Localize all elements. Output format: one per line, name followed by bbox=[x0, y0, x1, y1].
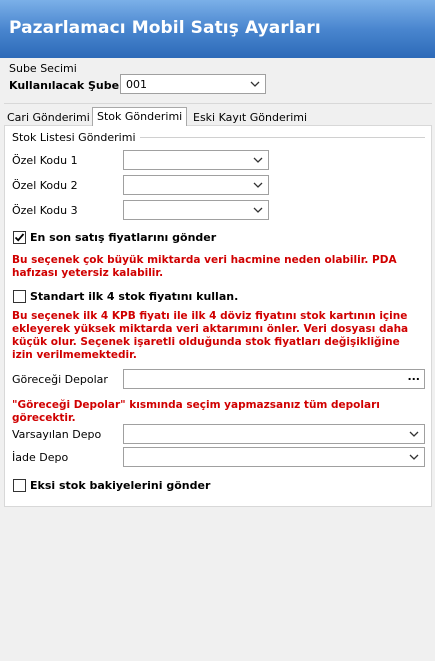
gorecegi-depolar-field[interactable] bbox=[123, 369, 425, 389]
varsayilan-depo-select[interactable] bbox=[123, 424, 425, 444]
tab-stok-gonderimi[interactable]: Stok Gönderimi bbox=[92, 107, 187, 126]
title-bar bbox=[0, 0, 435, 58]
divider bbox=[4, 103, 432, 104]
ozel-kodu-2-label: Özel Kodu 2 bbox=[12, 179, 78, 192]
window-title: Pazarlamacı Mobil Satış Ayarları bbox=[9, 18, 321, 38]
tab-eski-kayit-gonderimi[interactable]: Eski Kayıt Gönderimi bbox=[193, 111, 308, 124]
iade-depo-select[interactable] bbox=[123, 447, 425, 467]
checkmark-icon bbox=[14, 232, 25, 243]
kullanilacak-sube-value: 001 bbox=[126, 78, 147, 91]
kullanilacak-sube-select[interactable] bbox=[120, 74, 266, 94]
ozel-kodu-2-select[interactable] bbox=[123, 175, 269, 195]
warning-depolar: "Göreceği Depolar" kısmında seçim yapmazsanız tüm depoları görecektir. bbox=[12, 399, 380, 424]
chevron-down-icon bbox=[407, 450, 421, 464]
eksi-stok-checkbox[interactable] bbox=[13, 479, 26, 492]
chevron-down-icon bbox=[251, 153, 265, 167]
chevron-down-icon bbox=[251, 178, 265, 192]
en-son-fiyat-label[interactable]: En son satış fiyatlarını gönder bbox=[30, 231, 217, 244]
ozel-kodu-1-select[interactable] bbox=[123, 150, 269, 170]
en-son-fiyat-checkbox[interactable] bbox=[13, 231, 26, 244]
varsayilan-depo-label: Varsayılan Depo bbox=[12, 428, 102, 441]
gorecegi-depolar-label: Göreceği Depolar bbox=[12, 373, 108, 386]
sube-group-label: Sube Secimi bbox=[9, 62, 77, 75]
ozel-kodu-3-select[interactable] bbox=[123, 200, 269, 220]
iade-depo-label: İade Depo bbox=[12, 451, 69, 464]
chevron-down-icon bbox=[407, 427, 421, 441]
chevron-down-icon bbox=[251, 203, 265, 217]
stok-group-label: Stok Listesi Gönderimi bbox=[12, 131, 136, 144]
browse-button[interactable]: ... bbox=[407, 370, 420, 383]
ozel-kodu-3-label: Özel Kodu 3 bbox=[12, 204, 78, 217]
ozel-kodu-1-label: Özel Kodu 1 bbox=[12, 154, 78, 167]
standart-4-fiyat-label[interactable]: Standart ilk 4 stok fiyatını kullan. bbox=[30, 290, 239, 303]
eksi-stok-label[interactable]: Eksi stok bakiyelerini gönder bbox=[30, 479, 211, 492]
standart-4-fiyat-checkbox[interactable] bbox=[13, 290, 26, 303]
warning-pda-memory: Bu seçenek çok büyük miktarda veri hacmine neden olabilir. PDA hafızası yetersiz kalabilir. bbox=[12, 254, 397, 279]
tab-cari-gonderimi[interactable]: Cari Gönderimi bbox=[7, 111, 90, 124]
kullanilacak-sube-label: Kullanılacak Şube bbox=[9, 79, 120, 92]
chevron-down-icon bbox=[248, 77, 262, 91]
warning-kpb-fiyat: Bu seçenek ilk 4 KPB fiyatı ile ilk 4 döviz fiyatını stok kartının içine ekleyerek yüksek miktarda veri aktarımını önler. Veri dosyası daha küçük olur. Seçenek işaretli olduğunda stok fiyatları değişikliğine izin verilmemektedir. bbox=[12, 310, 409, 361]
fieldset-line bbox=[140, 137, 425, 138]
